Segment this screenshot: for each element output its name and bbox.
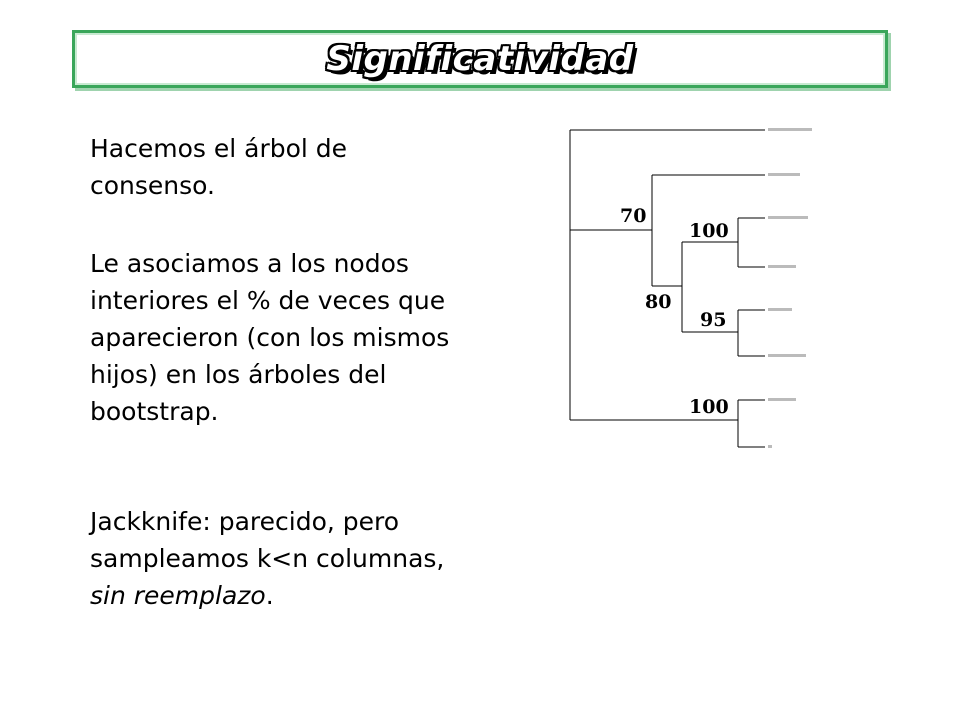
title-banner (72, 30, 888, 88)
leaf-label-marks (768, 128, 812, 448)
support-value-95: 95 (700, 309, 727, 331)
leaf-mark-8 (768, 445, 772, 448)
support-value-100-bottom: 100 (689, 396, 729, 418)
leaf-mark-3 (768, 216, 808, 219)
leaf-mark-5 (768, 308, 792, 311)
paragraph-jackknife (90, 503, 470, 614)
support-value-100-top: 100 (689, 220, 729, 242)
leaf-mark-6 (768, 354, 806, 357)
consensus-tree-diagram (550, 110, 850, 460)
leaf-mark-2 (768, 173, 800, 176)
support-value-70: 70 (620, 205, 647, 227)
jackknife-emphasis: sin reemplazo (90, 581, 266, 610)
tree-branches (570, 130, 765, 447)
page-title: Significatividad (326, 39, 634, 79)
paragraph-bootstrap: Le asociamos a los nodos interiores el % de veces que aparecieron (con los mismos hijos) en los árboles del bootstrap. (90, 249, 450, 426)
jackknife-text: Jackknife: parecido, pero sampleamos k<n columnas, (90, 507, 445, 573)
jackknife-suffix: . (265, 581, 274, 610)
leaf-mark-4 (768, 265, 796, 268)
leaf-mark-7 (768, 398, 796, 401)
support-value-80: 80 (645, 291, 672, 313)
leaf-mark-1 (768, 128, 812, 131)
paragraph-consensus: Hacemos el árbol de consenso. (90, 134, 348, 200)
